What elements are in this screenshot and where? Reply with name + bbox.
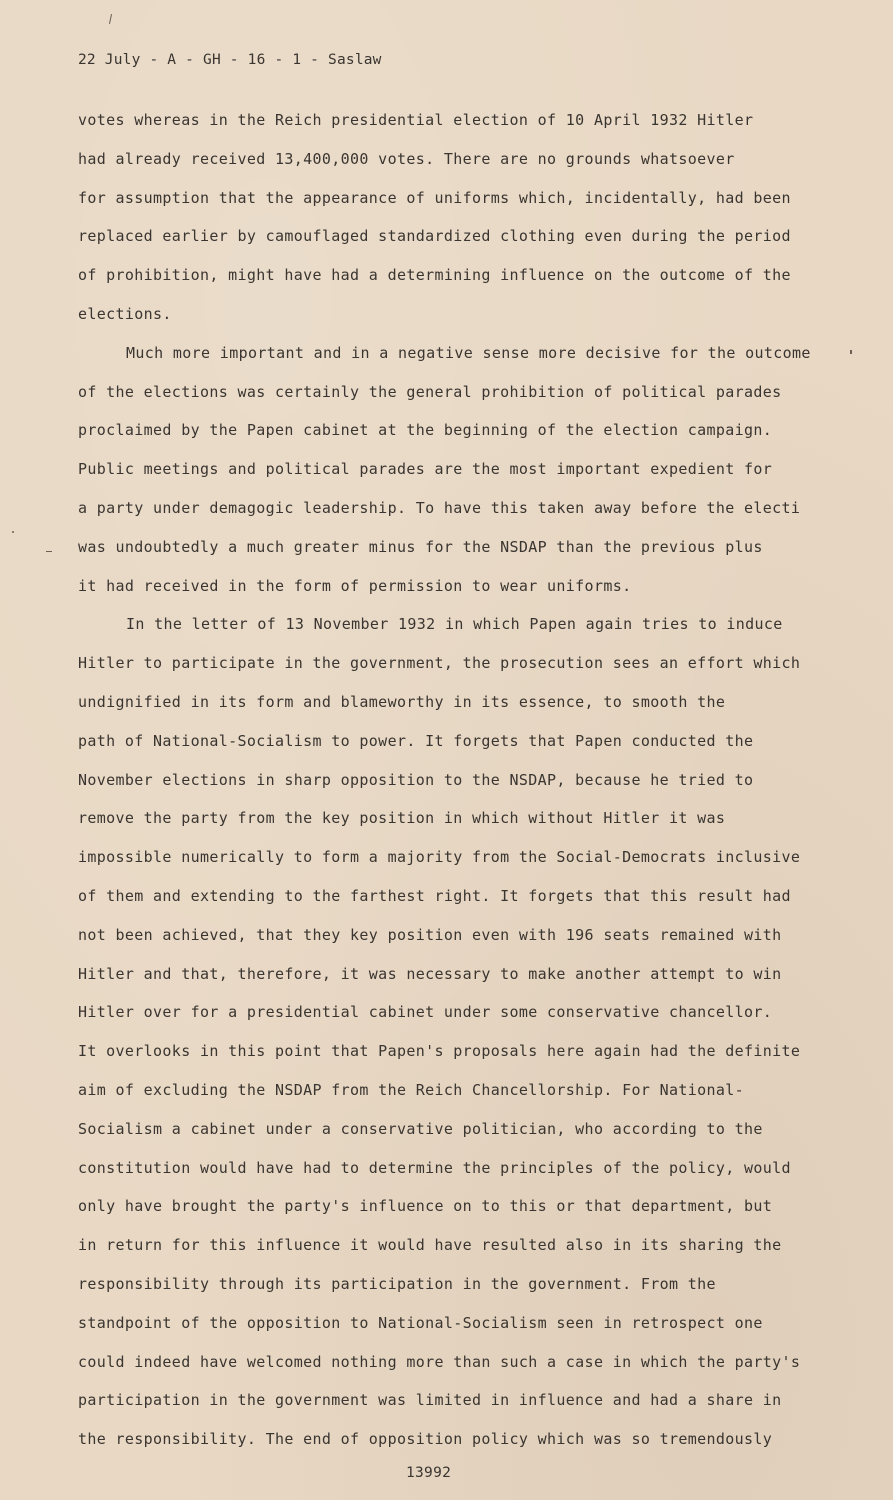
text-line: constitution would have had to determine the principles of the policy, would [78, 1159, 791, 1177]
text-line: November elections in sharp opposition to the NSDAP, because he tried to [78, 771, 754, 789]
text-line: It overlooks in this point that Papen's proposals here again had the definite [78, 1042, 801, 1060]
text-line: impossible numerically to form a majority from the Social-Democrats inclusive [78, 848, 801, 866]
text-line: the responsibility. The end of opposition policy which was so tremendously [78, 1430, 773, 1448]
text-line: of them and extending to the farthest right. It forgets that this result had [78, 887, 791, 905]
text-line: standpoint of the opposition to National-Socialism seen in retrospect one [78, 1314, 763, 1332]
stray-mark [109, 14, 112, 24]
text-line: a party under demagogic leadership. To have this taken away before the electi [78, 499, 801, 517]
text-line: Much more important and in a negative sense more decisive for the outcome [126, 344, 811, 362]
text-line: In the letter of 13 November 1932 in which Papen again tries to induce [126, 615, 783, 633]
text-line: Public meetings and political parades are the most important expedient for [78, 460, 773, 478]
text-line: votes whereas in the Reich presidential election of 10 April 1932 Hitler [78, 111, 754, 129]
text-line: elections. [78, 305, 172, 323]
stray-mark [850, 350, 852, 354]
stray-mark [12, 531, 14, 533]
text-line: Socialism a cabinet under a conservative politician, who according to the [78, 1120, 763, 1138]
text-line: Hitler and that, therefore, it was necessary to make another attempt to win [78, 965, 782, 983]
text-line: proclaimed by the Papen cabinet at the beginning of the election campaign. [78, 421, 773, 439]
text-line: not been achieved, that they key position even with 196 seats remained with [78, 926, 782, 944]
text-line: of the elections was certainly the general prohibition of political parades [78, 383, 782, 401]
text-line: was undoubtedly a much greater minus for the NSDAP than the previous plus [78, 538, 763, 556]
text-line: undignified in its form and blameworthy in its essence, to smooth the [78, 693, 726, 711]
text-line: in return for this influence it would have resulted also in its sharing the [78, 1236, 782, 1254]
page-number: 13992 [406, 1465, 452, 1481]
text-line: replaced earlier by camouflaged standardized clothing even during the period [78, 227, 791, 245]
text-line: for assumption that the appearance of uniforms which, incidentally, had been [78, 189, 791, 207]
text-line: responsibility through its participation in the government. From the [78, 1275, 716, 1293]
text-line: aim of excluding the NSDAP from the Reich Chancellorship. For National- [78, 1081, 745, 1099]
text-line: of prohibition, might have had a determining influence on the outcome of the [78, 266, 791, 284]
text-line: it had received in the form of permission to wear uniforms. [78, 577, 632, 595]
text-line: remove the party from the key position in which without Hitler it was [78, 809, 726, 827]
text-line: participation in the government was limited in influence and had a share in [78, 1391, 782, 1409]
page-header: 22 July - A - GH - 16 - 1 - Saslaw [78, 52, 382, 68]
text-line: only have brought the party's influence on to this or that department, but [78, 1197, 773, 1215]
stray-mark [46, 551, 52, 552]
text-line: could indeed have welcomed nothing more than such a case in which the party's [78, 1353, 801, 1371]
text-line: path of National-Socialism to power. It forgets that Papen conducted the [78, 732, 754, 750]
text-line: Hitler over for a presidential cabinet under some conservative chancellor. [78, 1003, 773, 1021]
text-line: had already received 13,400,000 votes. There are no grounds whatsoever [78, 150, 735, 168]
text-line: Hitler to participate in the government, the prosecution sees an effort which [78, 654, 801, 672]
